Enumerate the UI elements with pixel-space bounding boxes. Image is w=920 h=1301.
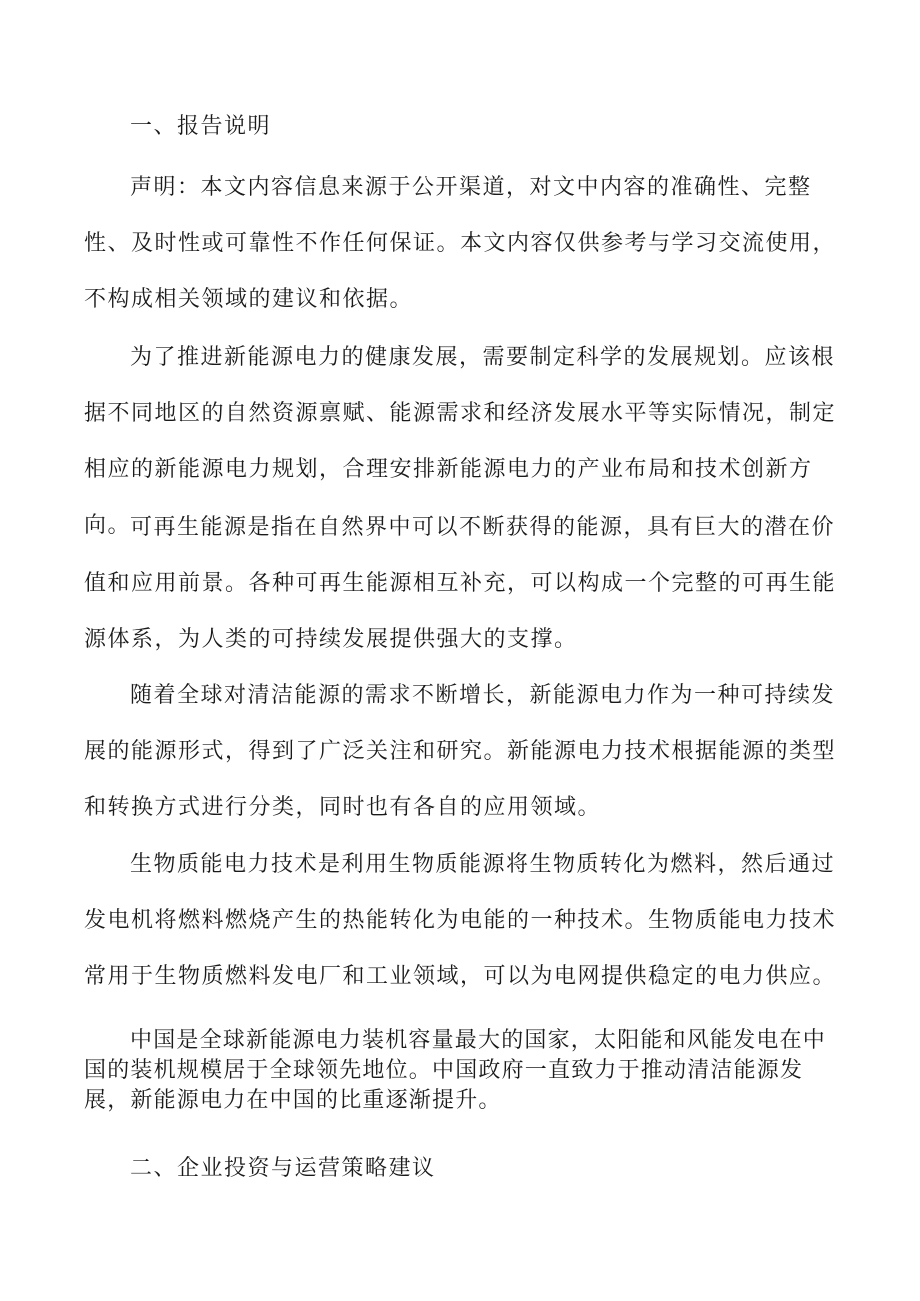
section-heading-report-notes: 一、报告说明 <box>130 114 272 139</box>
paragraph-renewable-energy: 可再生能源是指在自然界中可以不断获得的能源，具有巨大的潜在价值和应用前景。各种可再生能源相互补充，可以构成一个完整的可再生能源体系，为人类的可持续发展提供强大的支撑。 <box>84 515 837 652</box>
paragraph-disclaimer: 声明：本文内容信息来源于公开渠道，对文中内容的准确性、完整性、及时性或可靠性不作任何保证。本文内容仅供参考与学习交流使用，不构成相关领域的建议和依据。 <box>84 175 837 312</box>
paragraph-china-capacity: 中国是全球新能源电力装机容量最大的国家，太阳能和风能发电在中国的装机规模居于全球领先地位。中国政府一直致力于推动清洁能源发展，新能源电力在中国的比重逐渐提升。 <box>84 1028 827 1113</box>
section-heading-investment-strategy: 二、企业投资与运营策略建议 <box>130 1156 436 1181</box>
paragraph-development-planning: 为了推进新能源电力的健康发展，需要制定科学的发展规划。应该根据不同地区的自然资源禀赋、能源需求和经济发展水平等实际情况，制定相应的新能源电力规划，合理安排新能源电力的产业布局和技术创新方向。 <box>84 345 837 538</box>
paragraph-global-demand: 随着全球对清洁能源的需求不断增长，新能源电力作为一种可持续发展的能源形式，得到了广泛关注和研究。新能源电力技术根据能源的类型和转换方式进行分类，同时也有各自的应用领域。 <box>84 683 837 820</box>
paragraph-biomass-power: 生物质能电力技术是利用生物质能源将生物质转化为燃料，然后通过发电机将燃料燃烧产生的热能转化为电能的一种技术。生物质能电力技术常用于生物质燃料发电厂和工业领域，可以为电网提供稳定的电力供应。 <box>84 852 837 989</box>
